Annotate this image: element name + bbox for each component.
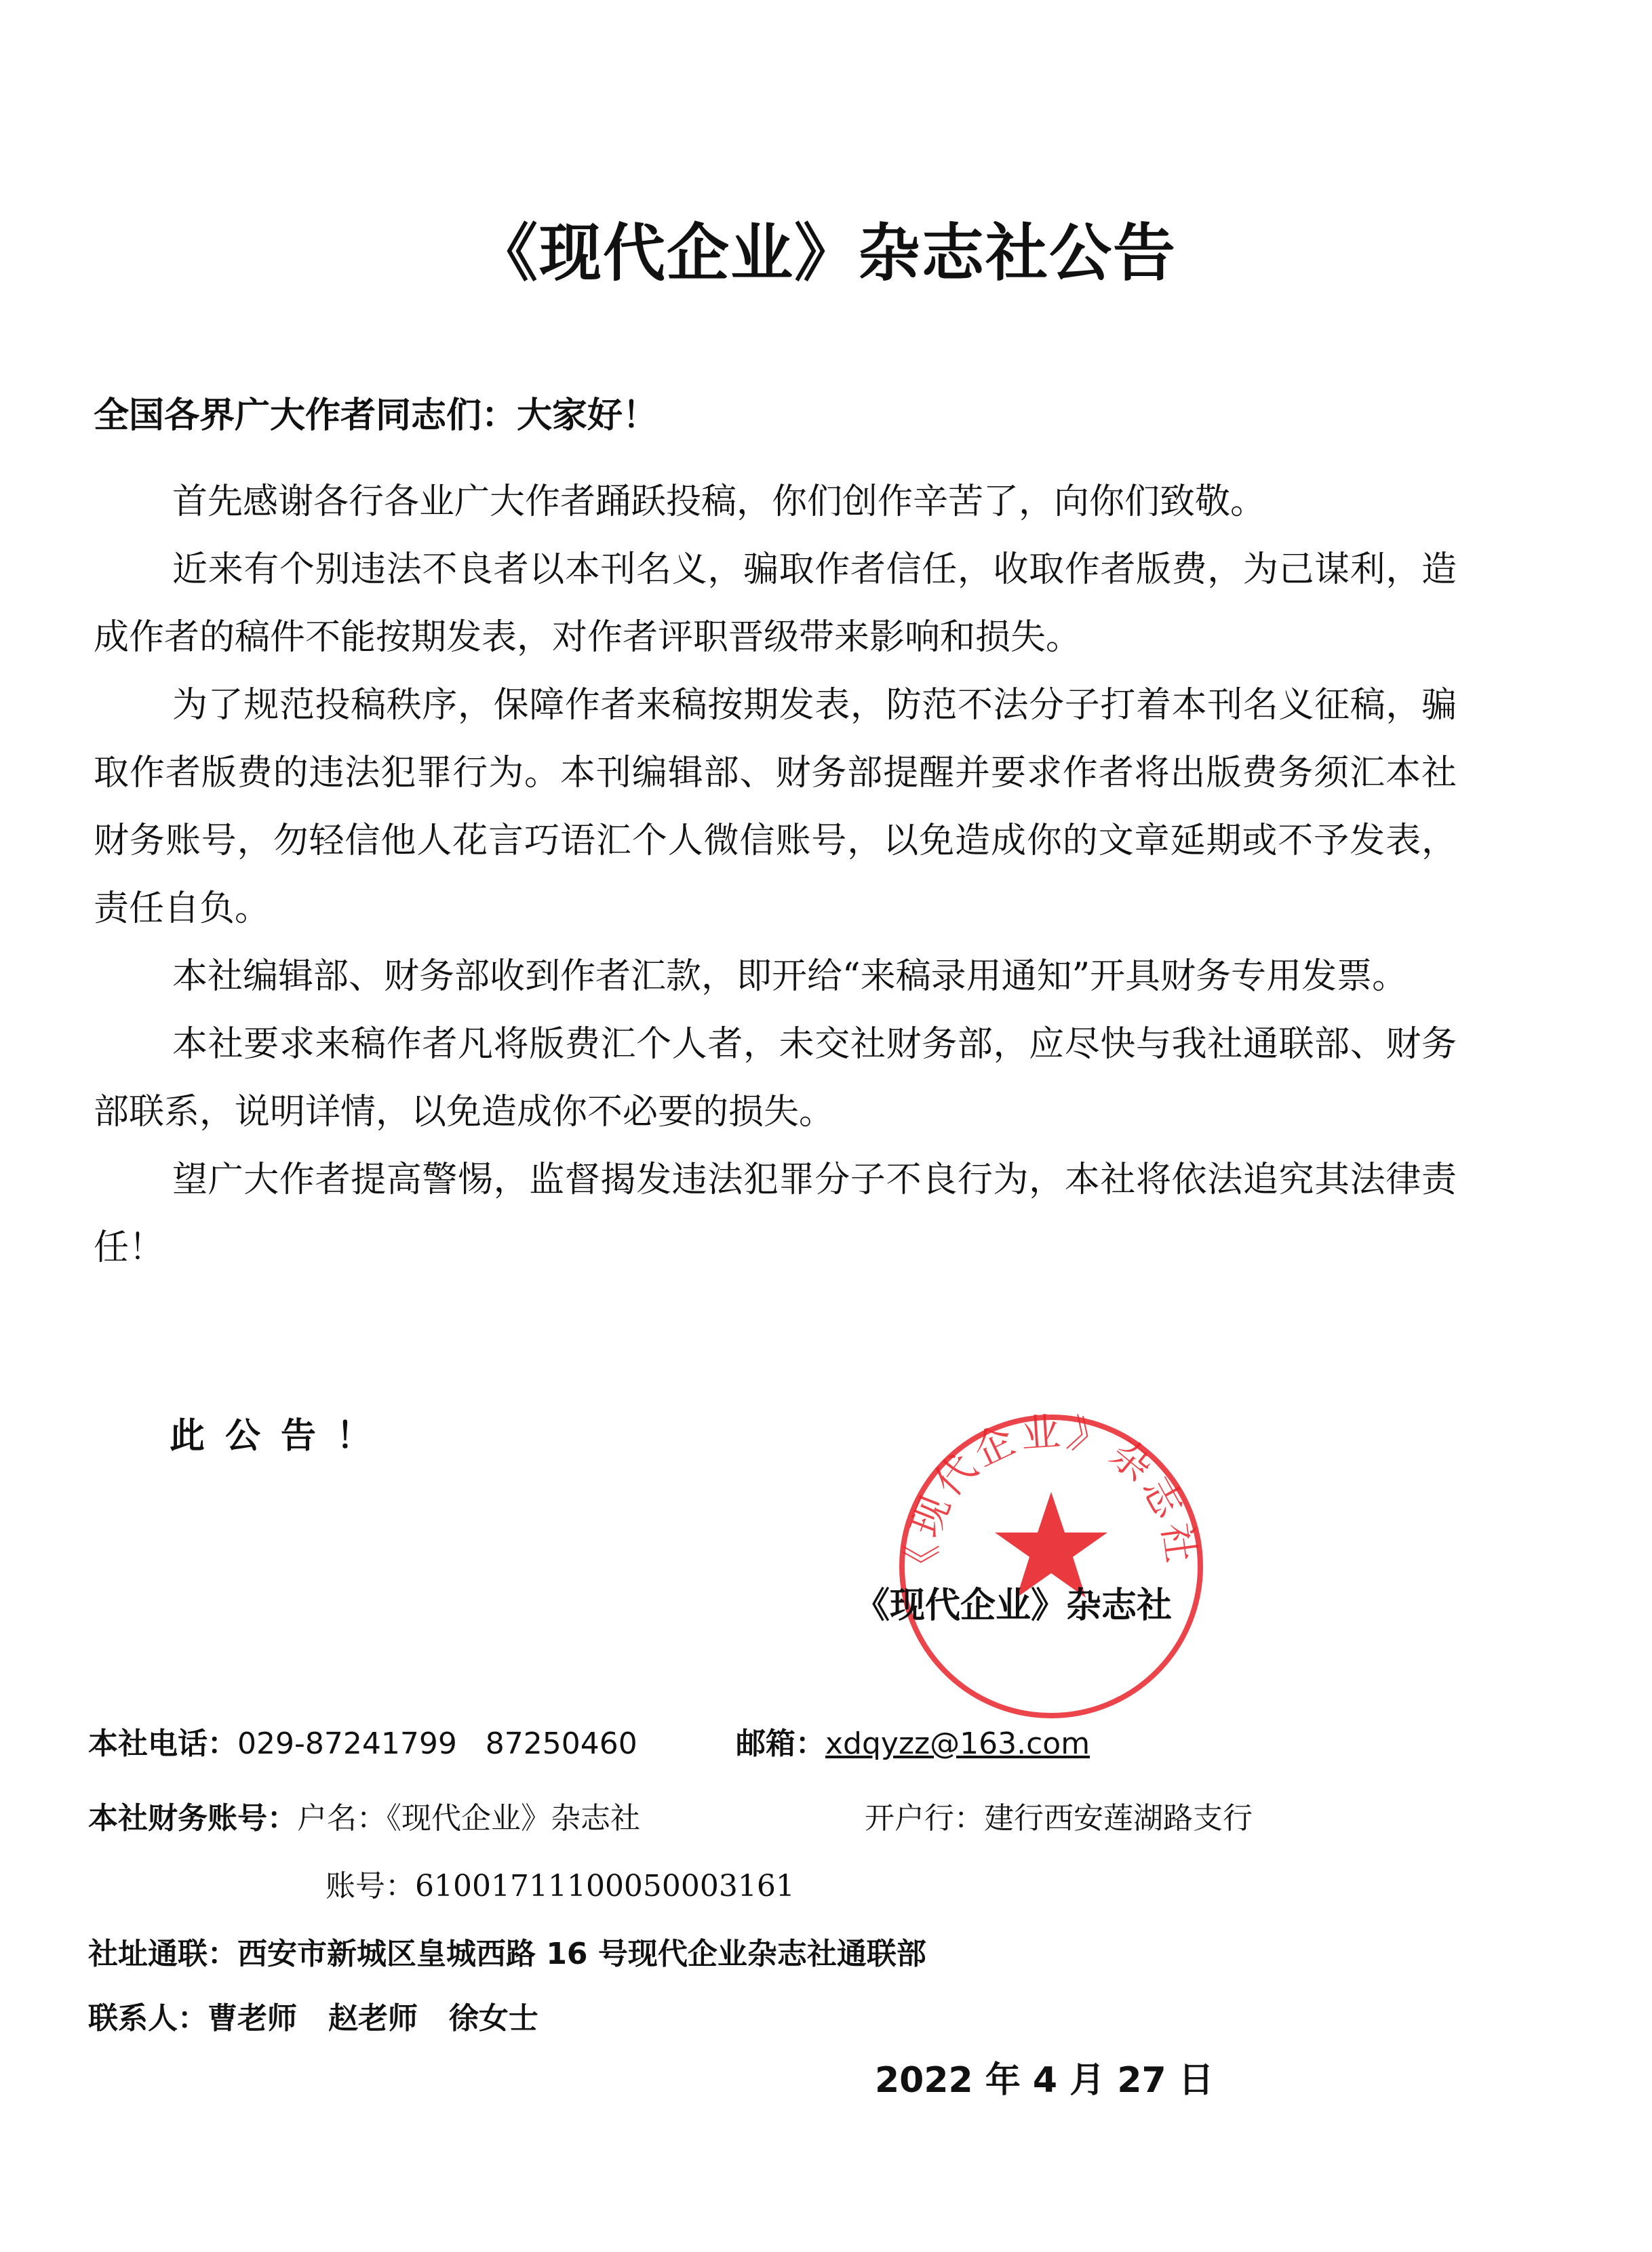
salutation: 全国各界广大作者同志们：大家好！ [94, 395, 658, 436]
account-number-label: 账号： [326, 1869, 415, 1903]
page-title: 《现代企业》杂志社公告 [475, 217, 1177, 290]
address-label: 社址通联： [88, 1937, 237, 1971]
account-number-line [326, 1861, 795, 1905]
email-link[interactable]: xdqyzz@163.com [825, 1726, 1090, 1761]
finance-label: 本社财务账号： [88, 1801, 297, 1836]
seal-text: 《现代企业》杂志社 [899, 1408, 1205, 1584]
contact-person-label: 联系人： [88, 2001, 208, 2036]
email-label: 邮箱： [736, 1726, 825, 1761]
phone-label: 本社电话： [88, 1726, 237, 1761]
phone-line [88, 1719, 637, 1762]
signature-organization: 《现代企业》杂志社 [854, 1585, 1173, 1626]
address: 西安市新城区皇城西路 16 号现代企业杂志社通联部 [237, 1937, 926, 1971]
notice-end: 此公告！ [170, 1416, 393, 1457]
account-number: 61001711100050003161 [415, 1869, 795, 1903]
paragraph: 望广大作者提高警惕，监督揭发违法犯罪分子不良行为，本社将依法追究其法律责任！ [94, 1160, 1457, 1268]
announcement-body [94, 468, 1457, 1282]
paragraph: 为了规范投稿秩序，保障作者来稿按期发表，防范不法分子打着本刊名义征稿，骗取作者版费的违法犯罪行为。本刊编辑部、财务部提醒并要求作者将出版费务须汇本社财务账号，勿轻信他人花言巧语汇个人微信账号，以免造成你的文章延期或不予发表，责任自负。 [94, 685, 1457, 929]
contact-persons: 曹老师 赵老师 徐女士 [208, 2001, 538, 2036]
bank-name: 建行西安莲湖路支行 [984, 1801, 1253, 1836]
phone-numbers: 029-87241799 87250460 [237, 1726, 637, 1761]
bank-label: 开户行： [865, 1801, 984, 1836]
address-line [88, 1929, 926, 1973]
email-line [736, 1719, 1090, 1762]
contact-person-line [88, 1994, 538, 2037]
account-name-label: 户名： [297, 1801, 387, 1836]
account-name: 《现代企业》杂志社 [387, 1801, 640, 1836]
paragraph: 近来有个别违法不良者以本刊名义，骗取作者信任，收取作者版费，为己谋利，造成作者的稿件不能按期发表，对作者评职晋级带来影响和损失。 [94, 549, 1457, 658]
official-seal-stamp [882, 1397, 1221, 1736]
paragraph: 本社要求来稿作者凡将版费汇个人者，未交社财务部，应尽快与我社通联部、财务部联系，说明详情，以免造成你不必要的损失。 [94, 1024, 1457, 1132]
bank-line [865, 1794, 1253, 1837]
paragraph: 本社编辑部、财务部收到作者汇款，即开给“来稿录用通知”开具财务专用发票。 [172, 956, 1408, 997]
paragraph: 首先感谢各行各业广大作者踊跃投稿，你们创作辛苦了，向你们致敬。 [172, 481, 1266, 522]
finance-line [88, 1794, 640, 1837]
date: 2022 年 4 月 27 日 [875, 2060, 1214, 2101]
